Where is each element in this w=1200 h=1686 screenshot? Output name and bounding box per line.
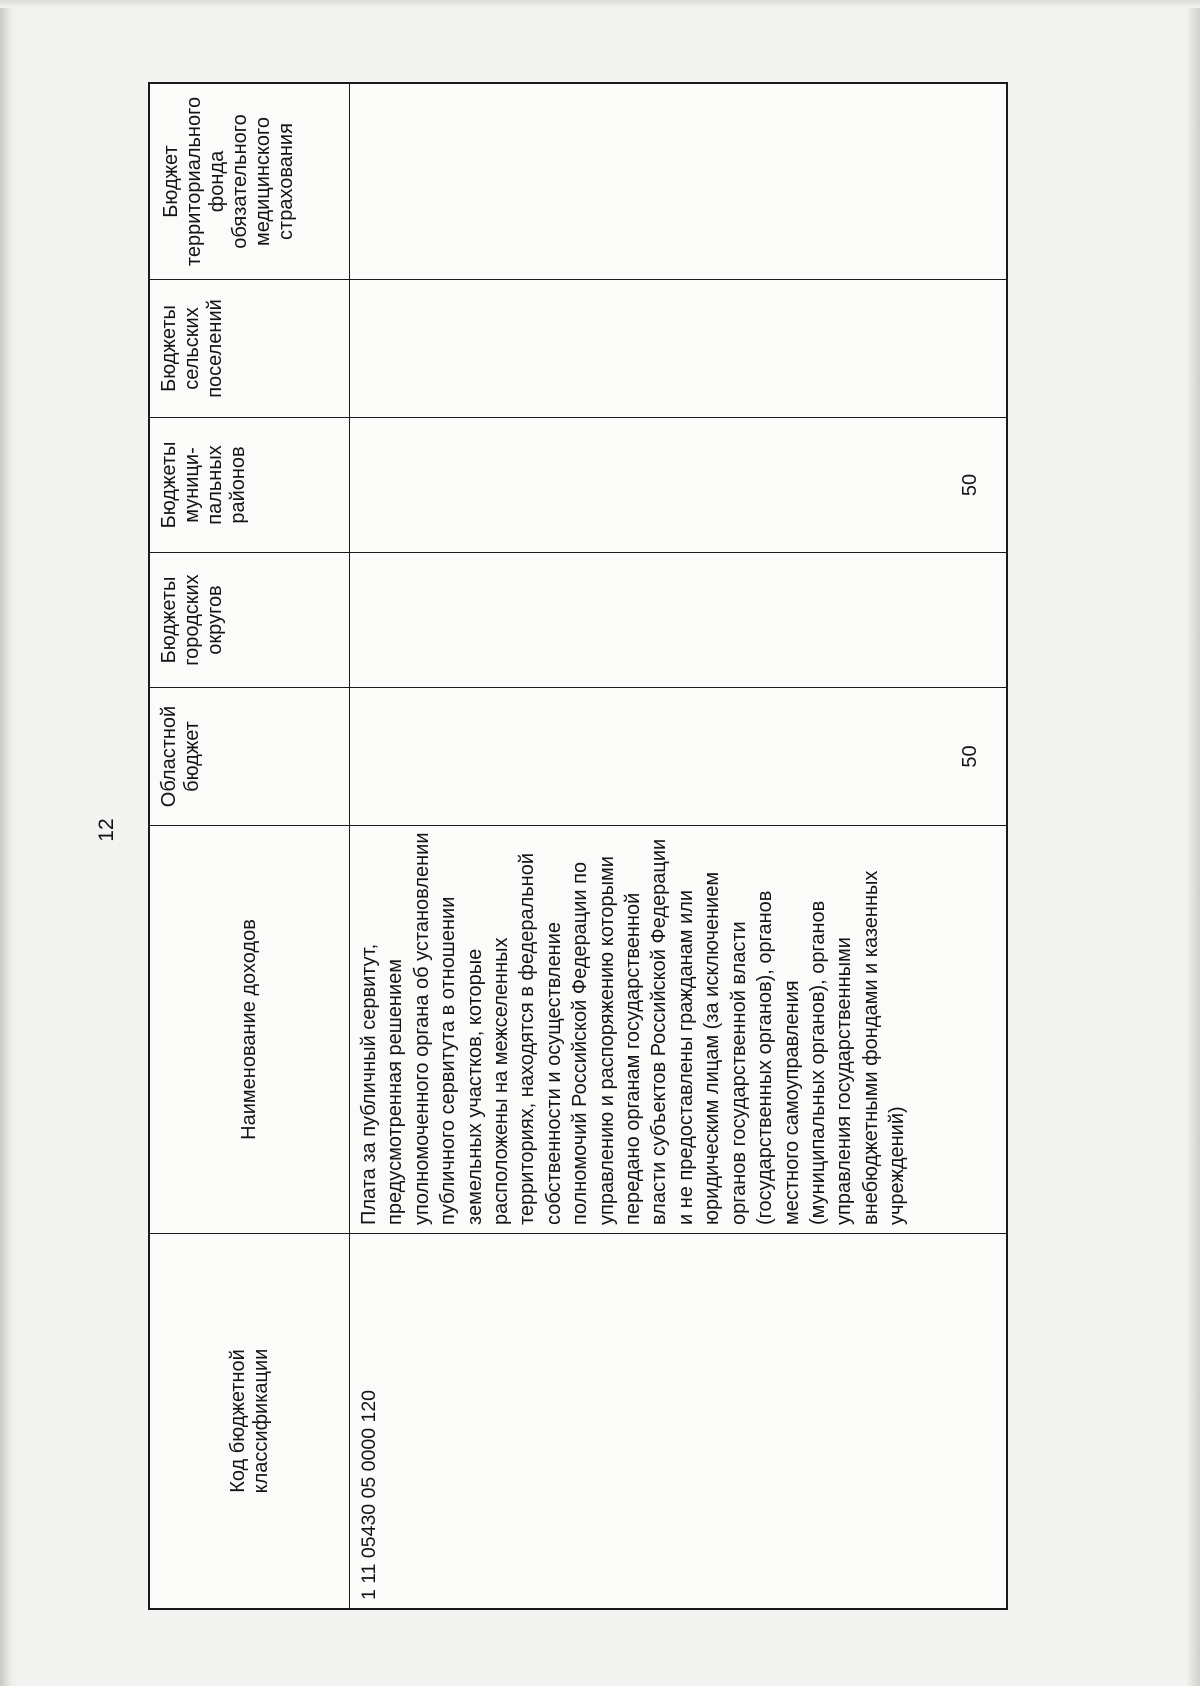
- header-code: [150, 1233, 349, 1608]
- header-city-districts: [150, 552, 349, 687]
- scan-edge-left: [0, 0, 18, 1686]
- header-medical-insurance-fund: [150, 84, 349, 279]
- rotated-page: [90, 50, 1030, 1610]
- scan-edge-top: [0, 0, 1200, 8]
- value-municipal-districts: 50: [959, 473, 981, 497]
- cell-rural-settlements: [350, 279, 1006, 417]
- header-municipal-districts-label: Бюджеты муници-пальных районов: [158, 441, 249, 529]
- table-row: [350, 84, 1006, 1608]
- cell-municipal-districts: [350, 417, 1006, 552]
- cell-code: [350, 1233, 1006, 1608]
- value-regional: 50: [959, 745, 981, 768]
- header-name: [150, 825, 349, 1233]
- header-rural-settlements: [150, 279, 349, 417]
- header-city-districts-label: Бюджеты городских округов: [158, 574, 226, 666]
- revenue-code: 1 11 05430 05 0000 120: [358, 1389, 380, 1600]
- header-name-label: Наименование доходов: [238, 919, 260, 1140]
- revenue-name: Плата за публичный сервитут, предусмотренная решением уполномоченного органа об установлении публичного сервитута в отношении земельных участков, которые расположены на межселенных территориях, находятся в федеральной собственности и осуществление полномочий Российской Федерации по управлению и распоряжению которыми передано органам государственной власти субъектов Российской Федерации и не предоставлены гражданам или юридическим лицам (за исключением органов государственной власти (государственных органов), органов местного самоуправления (муниципальных органов), органов управления государственными внебюджетными фондами и казенных учреждений): [358, 832, 909, 1225]
- cell-name: [350, 825, 1006, 1233]
- header-municipal-districts: [150, 417, 349, 552]
- header-regional-label: Областной бюджет: [158, 705, 203, 808]
- cell-medical-insurance-fund: [350, 84, 1006, 279]
- budget-revenue-table: [148, 82, 1008, 1610]
- header-regional: [150, 687, 349, 825]
- header-medical-insurance-fund-label: Бюджет территориального фонда обязательного медицинского страхования: [160, 96, 297, 267]
- cell-regional: [350, 687, 1006, 825]
- table-header-row: [150, 84, 350, 1608]
- header-rural-settlements-label: Бюджеты сельских поселений: [158, 299, 226, 398]
- header-code-label: Код бюджетной классификации: [226, 1348, 272, 1494]
- cell-city-districts: [350, 552, 1006, 687]
- scan-edge-right: [1186, 0, 1200, 1686]
- page-number: 12: [95, 818, 118, 842]
